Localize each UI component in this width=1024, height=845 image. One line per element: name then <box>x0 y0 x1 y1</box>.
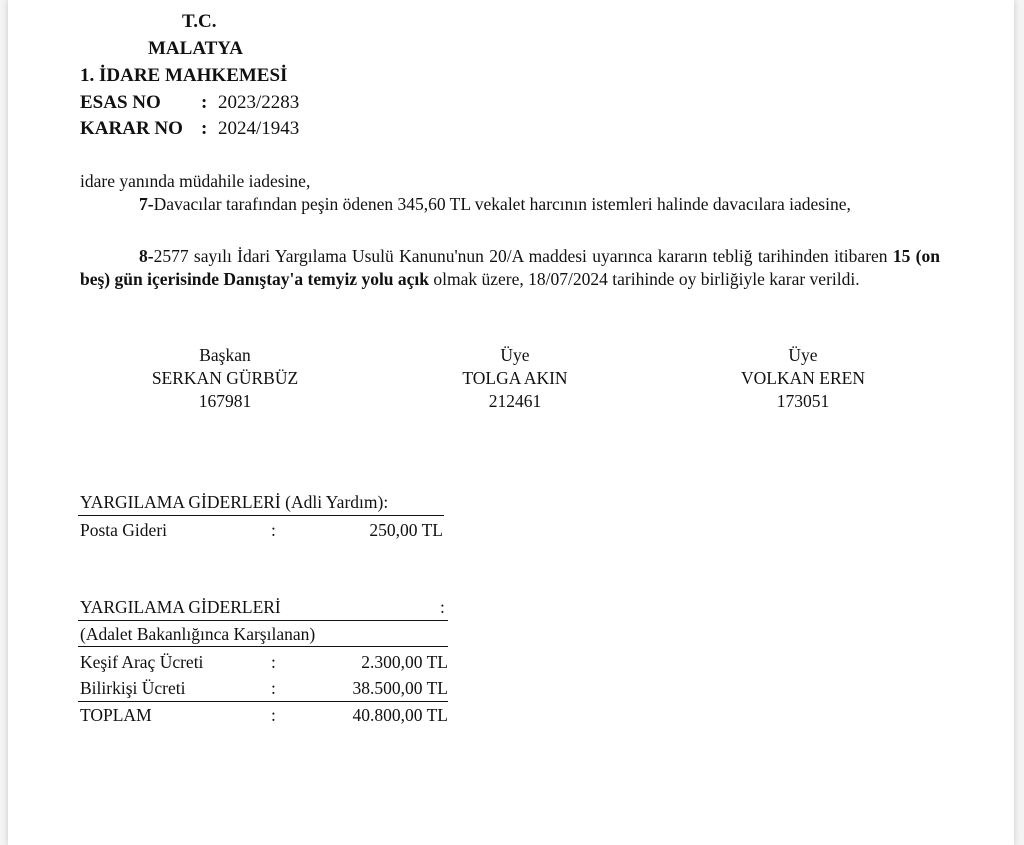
signature-member-2 <box>678 344 928 413</box>
esas-value: 2023/2283 <box>218 92 300 113</box>
header-court: 1. İDARE MAHKEMESİ <box>80 65 288 86</box>
costs2-subtitle-rule <box>78 646 448 647</box>
costs2-subtitle: (Adalet Bakanlığınca Karşılanan) <box>80 624 316 644</box>
signature-member-1 <box>390 344 640 413</box>
costs2-total-colon: : <box>271 705 276 725</box>
costs2-row-label: Bilirkişi Ücreti <box>80 678 186 698</box>
costs1-row-colon: : <box>271 520 276 540</box>
document-page <box>8 0 1014 845</box>
paragraph-8-bold: 15 (on beş) gün içerisinde Danıştay'a temyiz yolu açık <box>80 246 940 289</box>
costs2-row-label: Keşif Araç Ücreti <box>80 652 204 672</box>
signature-role: Üye <box>500 345 530 365</box>
header-city: MALATYA <box>148 38 244 59</box>
signature-name: TOLGA AKIN <box>462 368 568 388</box>
costs2-total-amount: 40.800,00 TL <box>352 705 448 725</box>
costs2-row-colon: : <box>271 652 276 672</box>
paragraph-8-text-b: olmak üzere, 18/07/2024 tarihinde oy birliğiyle karar verildi. <box>429 269 860 289</box>
signature-id: 212461 <box>488 391 542 411</box>
signature-president <box>100 344 350 413</box>
esas-label: ESAS NO <box>80 92 161 113</box>
signature-role: Başkan <box>199 345 251 365</box>
paragraph-7-number: 7- <box>139 194 154 214</box>
esas-colon: : <box>201 92 208 113</box>
costs2-title: YARGILAMA GİDERLERİ <box>80 597 281 617</box>
paragraph-8 <box>80 245 940 291</box>
header-tc: T.C. <box>182 11 217 32</box>
costs1-title: YARGILAMA GİDERLERİ (Adli Yardım): <box>80 492 389 512</box>
karar-colon: : <box>201 118 208 139</box>
costs2-total-rule <box>78 701 448 702</box>
paragraph-8-text-a: 2577 sayılı İdari Yargılama Usulü Kanunu'nun 20/A maddesi uyarınca kararın tebliğ tarihinden itibaren <box>153 246 893 266</box>
karar-label: KARAR NO <box>80 118 183 139</box>
karar-value: 2024/1943 <box>218 118 300 139</box>
signature-role: Üye <box>788 345 818 365</box>
paragraph-7 <box>80 193 940 216</box>
costs1-row-amount: 250,00 TL <box>369 520 443 540</box>
costs1-row-label: Posta Gideri <box>80 520 168 540</box>
signature-id: 173051 <box>776 391 830 411</box>
costs2-row-amount: 2.300,00 TL <box>361 652 448 672</box>
signature-name: SERKAN GÜRBÜZ <box>151 368 299 388</box>
paragraph-8-number: 8- <box>139 246 154 266</box>
costs2-title-colon: : <box>440 597 445 617</box>
signature-id: 167981 <box>198 391 252 411</box>
costs2-row-amount: 38.500,00 TL <box>352 678 448 698</box>
body-line1: idare yanında müdahile iadesine, <box>80 171 311 191</box>
costs2-title-rule <box>78 620 448 621</box>
costs1-title-rule <box>78 515 444 516</box>
costs2-row-colon: : <box>271 678 276 698</box>
costs2-total-label: TOPLAM <box>80 705 152 725</box>
signature-name: VOLKAN EREN <box>741 368 865 388</box>
paragraph-7-text: Davacılar tarafından peşin ödenen 345,60 TL vekalet harcının istemleri halinde davacılara iadesine, <box>153 194 851 214</box>
